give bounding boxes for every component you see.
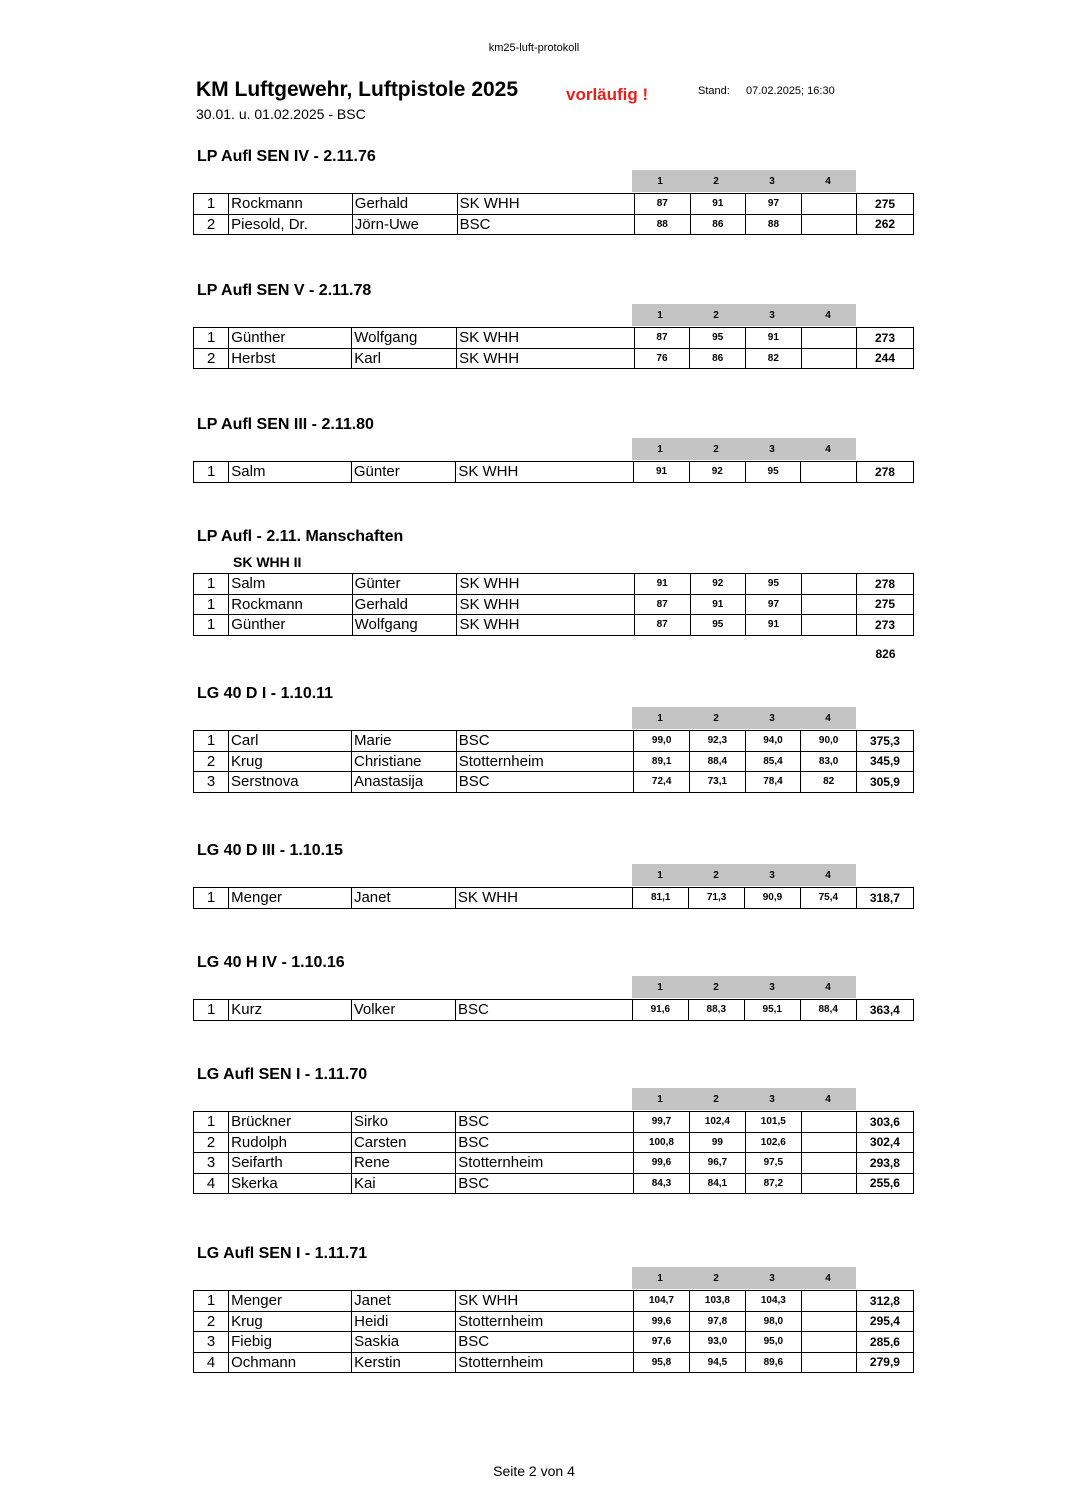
table-row — [194, 348, 914, 369]
series-2-cell: 103,8 — [689, 1291, 745, 1312]
series-1-cell: 72,4 — [634, 772, 690, 793]
series-2-cell: 91 — [690, 594, 746, 615]
series-4-cell — [801, 1132, 856, 1153]
table-row — [194, 1311, 914, 1332]
series-4-cell — [801, 1153, 856, 1174]
series-1-cell: 104,7 — [634, 1291, 690, 1312]
place-cell: 1 — [194, 594, 229, 615]
last-name-cell: Seifarth — [229, 1153, 352, 1174]
results-table — [193, 573, 914, 636]
last-name-cell: Menger — [229, 1291, 352, 1312]
series-header-cell: 1 — [632, 707, 688, 729]
series-1-cell: 99,7 — [634, 1112, 690, 1133]
series-4-cell — [801, 462, 856, 483]
total-cell: 279,9 — [856, 1352, 913, 1373]
first-name-cell: Sirko — [351, 1112, 455, 1133]
series-4-cell — [801, 214, 856, 235]
table-row — [194, 751, 914, 772]
club-cell: Stotternheim — [456, 1153, 634, 1174]
series-4-cell: 75,4 — [800, 888, 856, 909]
series-header-cell: 4 — [800, 1088, 856, 1110]
series-4-cell — [801, 1291, 856, 1312]
total-cell: 262 — [857, 214, 914, 235]
club-cell: BSC — [456, 1132, 634, 1153]
club-cell: BSC — [456, 731, 634, 752]
first-name-cell: Heidi — [352, 1311, 456, 1332]
table-row — [194, 574, 914, 595]
total-cell: 312,8 — [856, 1291, 913, 1312]
club-cell: SK WHH — [457, 594, 634, 615]
total-cell: 244 — [857, 348, 914, 369]
last-name-cell: Günther — [229, 328, 352, 349]
club-cell: BSC — [456, 772, 634, 793]
series-header-cell: 2 — [688, 864, 744, 886]
table-row — [194, 615, 914, 636]
series-4-cell — [801, 1352, 856, 1373]
series-4-cell: 83,0 — [801, 751, 857, 772]
club-cell: Stotternheim — [456, 1352, 634, 1373]
series-header — [632, 976, 856, 998]
total-cell: 375,3 — [856, 731, 913, 752]
series-2-cell: 88,3 — [688, 1000, 744, 1021]
section-title: LG Aufl SEN I - 1.11.70 — [197, 1066, 368, 1083]
place-cell: 1 — [194, 615, 229, 636]
series-1-cell: 99,6 — [634, 1311, 690, 1332]
place-cell: 1 — [194, 574, 229, 595]
series-3-cell: 87,2 — [745, 1173, 801, 1194]
series-2-cell: 99 — [689, 1132, 745, 1153]
first-name-cell: Wolfgang — [352, 615, 457, 636]
club-cell: SK WHH — [457, 348, 635, 369]
series-header-cell: 4 — [800, 976, 856, 998]
series-3-cell: 95 — [746, 574, 802, 595]
last-name-cell: Kurz — [229, 1000, 351, 1021]
results-table — [193, 461, 914, 483]
club-cell: Stotternheim — [456, 1311, 634, 1332]
series-3-cell: 91 — [745, 328, 801, 349]
section-title: LG Aufl SEN I - 1.11.71 — [197, 1245, 368, 1262]
total-cell: 318,7 — [856, 888, 913, 909]
series-2-cell: 71,3 — [689, 888, 745, 909]
series-2-cell: 93,0 — [689, 1332, 745, 1353]
series-header-cell: 3 — [744, 976, 800, 998]
first-name-cell: Anastasija — [352, 772, 457, 793]
club-cell: SK WHH — [455, 888, 632, 909]
series-header-cell: 4 — [800, 864, 856, 886]
series-2-cell: 94,5 — [689, 1352, 745, 1373]
results-table — [193, 193, 914, 235]
series-3-cell: 95,0 — [745, 1332, 801, 1353]
table-row — [194, 888, 914, 909]
last-name-cell: Serstnova — [229, 772, 352, 793]
club-cell: BSC — [456, 1173, 634, 1194]
last-name-cell: Menger — [229, 888, 352, 909]
series-header-cell: 2 — [688, 170, 744, 192]
club-cell: SK WHH — [457, 328, 635, 349]
section-title: LG 40 D III - 1.10.15 — [197, 842, 343, 859]
club-cell: BSC — [455, 1000, 632, 1021]
series-1-cell: 89,1 — [634, 751, 690, 772]
table-row — [194, 328, 914, 349]
subtitle: 30.01. u. 01.02.2025 - BSC — [196, 106, 366, 122]
club-cell: BSC — [457, 214, 634, 235]
table-row — [194, 1132, 914, 1153]
series-4-cell: 82 — [801, 772, 857, 793]
series-4-cell — [801, 194, 856, 215]
series-2-cell: 92,3 — [689, 731, 745, 752]
series-header-cell: 2 — [688, 304, 744, 326]
first-name-cell: Volker — [351, 1000, 455, 1021]
first-name-cell: Carsten — [351, 1132, 455, 1153]
series-header-cell: 2 — [688, 1088, 744, 1110]
place-cell: 1 — [194, 462, 229, 483]
series-1-cell: 99,6 — [634, 1153, 690, 1174]
first-name-cell: Marie — [352, 731, 457, 752]
series-1-cell: 76 — [634, 348, 690, 369]
place-cell: 3 — [194, 772, 229, 793]
series-header-cell: 4 — [800, 1267, 856, 1289]
series-4-cell — [801, 1173, 856, 1194]
place-cell: 1 — [194, 731, 229, 752]
total-cell: 305,9 — [856, 772, 913, 793]
series-header-cell: 1 — [632, 304, 688, 326]
last-name-cell: Herbst — [229, 348, 352, 369]
total-cell: 278 — [856, 462, 913, 483]
series-header-cell: 3 — [744, 864, 800, 886]
series-2-cell: 95 — [690, 615, 746, 636]
series-header-cell: 1 — [632, 1267, 688, 1289]
place-cell: 2 — [194, 1132, 229, 1153]
table-row — [194, 1112, 914, 1133]
table-row — [194, 731, 914, 752]
series-3-cell: 95 — [745, 462, 801, 483]
series-header-cell: 2 — [688, 1267, 744, 1289]
series-header — [632, 438, 856, 460]
team-name: SK WHH II — [233, 554, 302, 570]
place-cell: 4 — [194, 1352, 229, 1373]
series-2-cell: 73,1 — [689, 772, 745, 793]
place-cell: 3 — [194, 1153, 229, 1174]
last-name-cell: Salm — [229, 462, 352, 483]
series-header-cell: 1 — [632, 438, 688, 460]
series-3-cell: 82 — [745, 348, 801, 369]
series-3-cell: 94,0 — [745, 731, 801, 752]
page-footer: Seite 2 von 4 — [493, 1463, 575, 1479]
place-cell: 1 — [194, 1291, 229, 1312]
total-cell: 275 — [857, 594, 914, 615]
series-4-cell — [801, 594, 856, 615]
series-header-cell: 4 — [800, 707, 856, 729]
table-row — [194, 1291, 914, 1312]
series-3-cell: 97 — [746, 594, 802, 615]
series-header-cell: 2 — [688, 438, 744, 460]
total-cell: 275 — [857, 194, 914, 215]
club-cell: SK WHH — [457, 615, 634, 636]
first-name-cell: Janet — [352, 1291, 456, 1312]
series-header — [632, 707, 856, 729]
series-2-cell: 86 — [690, 348, 746, 369]
section-title: LP Aufl - 2.11. Manschaften — [197, 528, 404, 545]
series-header — [632, 1267, 856, 1289]
last-name-cell: Piesold, Dr. — [229, 214, 353, 235]
series-header — [632, 304, 856, 326]
series-header-cell: 3 — [744, 304, 800, 326]
series-2-cell: 92 — [689, 462, 745, 483]
first-name-cell: Gerhald — [352, 194, 457, 215]
last-name-cell: Skerka — [229, 1173, 352, 1194]
total-cell: 345,9 — [856, 751, 913, 772]
series-2-cell: 88,4 — [689, 751, 745, 772]
series-header-cell: 3 — [744, 1267, 800, 1289]
first-name-cell: Karl — [352, 348, 457, 369]
series-header — [632, 1088, 856, 1110]
section-title: LG 40 H IV - 1.10.16 — [197, 954, 345, 971]
series-3-cell: 78,4 — [745, 772, 801, 793]
series-1-cell: 97,6 — [634, 1332, 690, 1353]
series-3-cell: 98,0 — [745, 1311, 801, 1332]
series-header-cell: 4 — [800, 170, 856, 192]
table-row — [194, 194, 914, 215]
series-4-cell — [801, 1112, 856, 1133]
series-3-cell: 91 — [746, 615, 802, 636]
series-header-cell: 3 — [744, 1088, 800, 1110]
table-row — [194, 462, 914, 483]
first-name-cell: Janet — [351, 888, 455, 909]
series-4-cell — [801, 615, 856, 636]
series-3-cell: 88 — [746, 214, 802, 235]
last-name-cell: Carl — [229, 731, 352, 752]
place-cell: 2 — [194, 1311, 229, 1332]
series-2-cell: 92 — [690, 574, 746, 595]
place-cell: 3 — [194, 1332, 229, 1353]
last-name-cell: Krug — [229, 751, 352, 772]
series-3-cell: 85,4 — [745, 751, 801, 772]
first-name-cell: Kai — [351, 1173, 455, 1194]
total-cell: 255,6 — [856, 1173, 913, 1194]
place-cell: 1 — [194, 1112, 229, 1133]
series-4-cell — [801, 348, 856, 369]
series-1-cell: 87 — [634, 615, 690, 636]
series-3-cell: 89,6 — [745, 1352, 801, 1373]
table-row — [194, 594, 914, 615]
place-cell: 1 — [194, 194, 229, 215]
series-2-cell: 102,4 — [689, 1112, 745, 1133]
total-cell: 295,4 — [856, 1311, 913, 1332]
team-total: 826 — [875, 646, 896, 661]
series-1-cell: 84,3 — [634, 1173, 690, 1194]
series-header — [632, 864, 856, 886]
section-title: LP Aufl SEN IV - 2.11.76 — [197, 148, 376, 165]
series-1-cell: 91 — [634, 574, 690, 595]
total-cell: 293,8 — [856, 1153, 913, 1174]
first-name-cell: Wolfgang — [352, 328, 457, 349]
series-1-cell: 91 — [634, 462, 690, 483]
table-row — [194, 214, 914, 235]
club-cell: SK WHH — [457, 194, 634, 215]
first-name-cell: Christiane — [352, 751, 457, 772]
results-table — [193, 327, 914, 369]
total-cell: 302,4 — [856, 1132, 913, 1153]
last-name-cell: Günther — [229, 615, 352, 636]
series-3-cell: 90,9 — [745, 888, 801, 909]
series-2-cell: 95 — [690, 328, 746, 349]
last-name-cell: Krug — [229, 1311, 352, 1332]
series-header-cell: 2 — [688, 976, 744, 998]
place-cell: 2 — [194, 348, 229, 369]
place-cell: 1 — [194, 328, 229, 349]
total-cell: 303,6 — [856, 1112, 913, 1133]
club-cell: SK WHH — [456, 1291, 634, 1312]
series-2-cell: 91 — [690, 194, 746, 215]
series-4-cell: 90,0 — [801, 731, 857, 752]
results-table — [193, 1290, 914, 1373]
series-1-cell: 99,0 — [634, 731, 690, 752]
results-table — [193, 730, 914, 793]
series-1-cell: 95,8 — [634, 1352, 690, 1373]
section-title: LP Aufl SEN V - 2.11.78 — [197, 282, 372, 299]
club-cell: SK WHH — [456, 462, 634, 483]
first-name-cell: Günter — [351, 462, 455, 483]
series-header-cell: 1 — [632, 864, 688, 886]
series-4-cell — [801, 574, 856, 595]
total-cell: 273 — [857, 615, 914, 636]
series-header-cell: 3 — [744, 438, 800, 460]
series-3-cell: 101,5 — [745, 1112, 801, 1133]
last-name-cell: Fiebig — [229, 1332, 352, 1353]
last-name-cell: Salm — [229, 574, 352, 595]
series-1-cell: 87 — [634, 594, 690, 615]
first-name-cell: Jörn-Uwe — [352, 214, 457, 235]
place-cell: 2 — [194, 751, 229, 772]
results-table — [193, 999, 914, 1021]
table-row — [194, 1153, 914, 1174]
section-title: LG 40 D I - 1.10.11 — [197, 685, 334, 702]
place-cell: 1 — [194, 1000, 229, 1021]
series-4-cell: 88,4 — [800, 1000, 856, 1021]
last-name-cell: Ochmann — [229, 1352, 352, 1373]
stand-label: Stand: — [698, 85, 730, 97]
series-2-cell: 96,7 — [689, 1153, 745, 1174]
series-1-cell: 91,6 — [632, 1000, 688, 1021]
status-badge: vorläufig ! — [566, 85, 649, 104]
last-name-cell: Rockmann — [229, 194, 353, 215]
series-3-cell: 95,1 — [744, 1000, 800, 1021]
stand-value: 07.02.2025; 16:30 — [746, 85, 835, 97]
series-2-cell: 97,8 — [689, 1311, 745, 1332]
club-cell: SK WHH — [457, 574, 634, 595]
series-header-cell: 1 — [632, 1088, 688, 1110]
last-name-cell: Brückner — [229, 1112, 352, 1133]
first-name-cell: Gerhald — [352, 594, 457, 615]
results-table — [193, 887, 914, 909]
table-row — [194, 1173, 914, 1194]
series-3-cell: 104,3 — [745, 1291, 801, 1312]
series-header-cell: 1 — [632, 976, 688, 998]
club-cell: BSC — [456, 1112, 634, 1133]
total-cell: 363,4 — [856, 1000, 913, 1021]
table-row — [194, 1332, 914, 1353]
page-title: KM Luftgewehr, Luftpistole 2025 — [196, 78, 519, 101]
total-cell: 273 — [857, 328, 914, 349]
series-header-cell: 2 — [688, 707, 744, 729]
place-cell: 2 — [194, 214, 229, 235]
series-1-cell: 81,1 — [633, 888, 689, 909]
series-header-cell: 3 — [744, 170, 800, 192]
table-row — [194, 1000, 914, 1021]
table-row — [194, 1352, 914, 1373]
first-name-cell: Rene — [351, 1153, 455, 1174]
series-header-cell: 4 — [800, 304, 856, 326]
series-2-cell: 86 — [690, 214, 746, 235]
running-head: km25-luft-protokoll — [488, 42, 580, 54]
series-4-cell — [801, 1332, 856, 1353]
first-name-cell: Günter — [352, 574, 457, 595]
series-1-cell: 87 — [634, 194, 690, 215]
series-1-cell: 88 — [634, 214, 690, 235]
first-name-cell: Saskia — [352, 1332, 456, 1353]
section-title: LP Aufl SEN III - 2.11.80 — [197, 416, 374, 433]
series-header-cell: 3 — [744, 707, 800, 729]
total-cell: 278 — [857, 574, 914, 595]
last-name-cell: Rudolph — [229, 1132, 352, 1153]
series-2-cell: 84,1 — [689, 1173, 745, 1194]
series-header-cell: 4 — [800, 438, 856, 460]
place-cell: 1 — [194, 888, 229, 909]
series-header-cell: 1 — [632, 170, 688, 192]
series-4-cell — [801, 328, 856, 349]
series-header — [632, 170, 856, 192]
club-cell: Stotternheim — [456, 751, 634, 772]
last-name-cell: Rockmann — [229, 594, 352, 615]
results-table — [193, 1111, 914, 1194]
place-cell: 4 — [194, 1173, 229, 1194]
table-row — [194, 772, 914, 793]
series-1-cell: 100,8 — [634, 1132, 690, 1153]
total-cell: 285,6 — [856, 1332, 913, 1353]
first-name-cell: Kerstin — [352, 1352, 456, 1373]
series-1-cell: 87 — [634, 328, 690, 349]
series-3-cell: 102,6 — [745, 1132, 801, 1153]
series-4-cell — [801, 1311, 856, 1332]
series-3-cell: 97 — [746, 194, 802, 215]
series-3-cell: 97,5 — [745, 1153, 801, 1174]
club-cell: BSC — [456, 1332, 634, 1353]
